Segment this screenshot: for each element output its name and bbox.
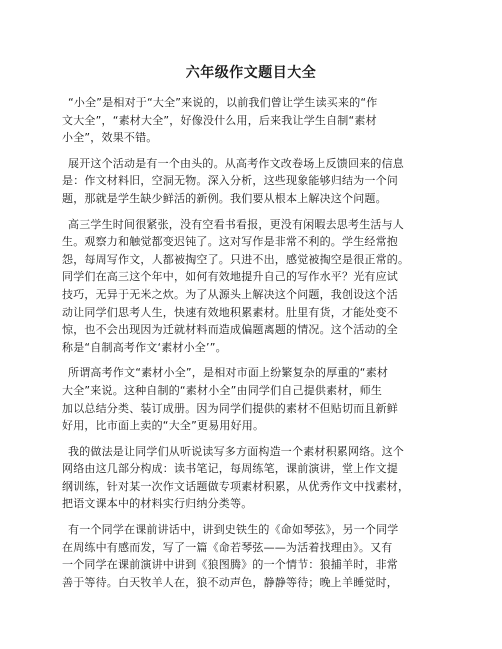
text-line: 文大全”，“素材大全”，好像没什么用，后来我让学生自制“素材 [62,113,377,127]
paragraph [62,155,442,208]
text-line: 好用，比市面上卖的“大全”更易用好用。 [62,419,265,433]
text-line: 善于等待。白天牧羊人在，狼不动声色，静静等待；晚上羊睡觉时， [62,575,398,589]
text-line: 展开这个活动是有一个由头的。从高考作文改卷场上反馈回来的信息 [68,156,404,170]
text-line: 惊，也不会出现因为迁就材料而造成偏题离题的情况。这个活动的全 [62,323,398,337]
paragraph [62,443,442,513]
text-line: 大全”来说。这种自制的“素材小全”由同学们自己提供素材，师生 [62,383,383,397]
text-line: 所谓高考作文“素材小全”，是相对市面上纷繁复杂的厚重的“素材 [68,366,389,380]
text-line: 加以总结分类、装订成册。因为同学们提供的素材不但贴切而且新鲜 [62,401,398,415]
text-line: 怨，每周写作文，人都被掏空了。只进不出，感觉被掏空是很正常的。 [62,252,410,266]
text-line: 一个同学在课前演讲中讲到《狼图腾》的一个情节：狼捕羊时，非常 [62,558,398,572]
text-line: 题，那就是学生缺少鲜活的新例。我们要从根本上解决这个问题。 [62,191,387,205]
text-line: 把语文课本中的材料实行归纳分类等。 [62,497,253,511]
text-line: 动让同学们思考人生，快速有效地积累素材。肚里有货，才能处变不 [62,305,398,319]
text-line: 是：作文材料旧，空洞无物。深入分析，这些现象能够归结为一个问 [62,174,398,188]
text-line: 有一个同学在课前讲话中，讲到史铁生的《命如琴弦》，另一个同学 [68,523,399,537]
paragraph [62,521,442,591]
text-line: 高三学生时间很紧张，没有空看书看报，更没有闲暇去思考生活与人 [68,217,404,231]
text-line: 纲训练，针对某一次作文话题做专项素材积累，从优秀作文中找素材， [62,479,410,493]
paragraph [62,94,442,147]
text-line: 我的做法是让同学们从听说读写多方面构造一个素材积累网络。这个 [68,444,404,458]
paragraph [62,216,442,357]
text-line: 在周练中有感而发，写了一篇《命若琴弦——为活着找理由》。又有 [62,540,393,554]
text-line: “小全”是相对于“大全”来说的，以前我们曾让学生读买来的“作 [68,96,378,109]
document-title: 六年级作文题目大全 [185,65,317,81]
text-line: 网络由这几部分构成：读书笔记，每周练笔，课前演讲，堂上作文提 [62,462,398,476]
text-line: 称是“自制高考作文‘素材小全’”。 [62,340,227,354]
document-body [62,94,442,599]
text-line: 小全”，效果不错。 [62,131,158,145]
text-line: 同学们在高三这个年中，如何有效地提升自己的写作水平？光有应试 [62,270,398,284]
text-line: 技巧，无异于无米之炊。为了从源头上解决这个问题，我创设这个活 [62,287,398,301]
text-line: 生。观察力和触觉都变迟钝了。这对写作是非常不利的。学生经常抱 [62,235,398,249]
paragraph [62,364,442,434]
